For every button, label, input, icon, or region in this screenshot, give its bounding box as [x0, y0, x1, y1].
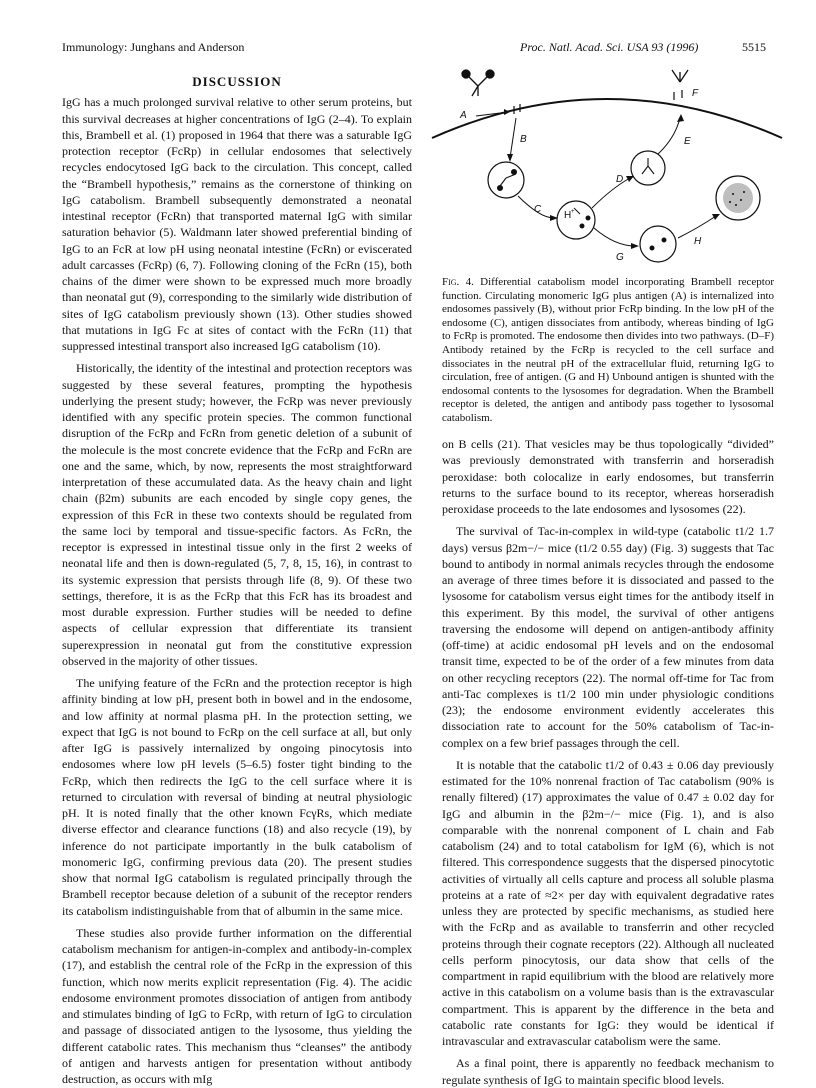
label-a: A [460, 110, 467, 121]
igg-antigen-complex [462, 70, 494, 96]
recycling-endosome [631, 151, 665, 185]
late-endosome [640, 226, 676, 262]
figure-4-diagram [430, 68, 784, 274]
left-column [62, 68, 412, 1087]
figure-caption-text: Differential catabolism model incorporating Brambell receptor function. Circulating monomeric IgG plus antigen (A) is internalized into endosomes passively (B), without prior FcRp binding. In the low pH of the endosome (C), antigen dissociates from antibody, whereas binding of IgG to FcRp is promoted. The endosome then divides into two pathways. (D–F) Antibody retained by the FcRp is recycled to the cell surface and dissociates in the neutral pH of the extracellular fluid, returning IgG to circulation, free of antigen. (G and H) Unbound antigen is shunted with the endosomal contents to the lysosomes for degradation. When the Brambell receptor is deleted, the antigen and antibody pass together to lysosomal catabolism. [442, 276, 774, 424]
label-c: C [534, 204, 542, 215]
paragraph: on B cells (21). That vesicles may be thus topologically “divided” was previously demonstrated with transferrin and horseradish peroxidase: both colocalize in early endosomes, but transferrin returns to the surface bound to its receptor, whereas horseradish peroxidase proceeds to the late endosomes and lysosomes (22). [442, 437, 774, 516]
right-column [442, 436, 774, 1088]
paragraph: IgG has a much prolonged survival relative to other serum proteins, but this survival decreases at higher concentrations of IgG (2–4). To explain this, Brambell et al. (1) proposed in 1964 that there was a saturable IgG protection receptor (FcRp) in cellular endosomes that selectively recycles endocytosed IgG back to the circulation. This concept, called the “Brambell hypothesis,” remains as the cornerstone of thinking on IgG catabolism. Brambell subsequently demonstrated a neonatal intestinal receptor (FcRn) that transported maternal IgG with similar saturation behavior (5). Waldmann later showed preferential binding of IgG to an FcR at low pH using neonatal intestine (FcRn) or eviscerated adult carcasses (FcRp) (6, 7). Following cloning of the FcRn (15), both chains of the dimer were shown to be expressed much more broadly than neonatal gut (9), corresponding to the similarly wide distribution of sites of IgG catabolism previously shown (13). Other studies showed that mutations in IgG Fc at sites of contact with the FcRn (11) that suppressed intestinal transport also increased IgG catabolism (10). [62, 95, 412, 353]
label-g: G [616, 252, 624, 263]
figure-caption [442, 276, 774, 426]
running-head-authors: Immunology: Junghans and Anderson [62, 40, 245, 54]
paragraph: It is notable that the catabolic t1/2 of 0.43 ± 0.06 day previously estimated for the 10% nonrenal fraction of Tac catabolism (90% is renally filtered) (17) approximates the value of 0.47 ± 0.02 day for IgG and albumin in the β2m−/− mice (Fig. 1), and is also comparable with the nonrenal component of L chain and Fab catabolism (24) and to total catabolism for IgM (6), which is not filtered. This correspondence suggests that the dispersed pinocytotic activities of virtually all cells capture and process all soluble plasma proteins at a rate of ≈2× per day with equivalent degradative rates unless they are protected by specific mechanisms, as studied here with the FcRp and as available to transferrin and other recycled proteins through their cognate receptors (22). Although all nucleated cells perform pinocytosis, our data show that cells of the compartment in rapid equilibrium with the blood are relatively more active in this catabolism on a volume basis than is the extravascular compartment. This is apparent by the difference in the beta and catabolic rate constants for IgG: they would be identical if intravascular and extravascular catabolism were the same. [442, 757, 774, 1048]
paragraph: The unifying feature of the FcRn and the protection receptor is high affinity binding at low pH, present both in bowel and in the endosome, and low affinity at normal plasma pH. In the protection setting, we expect that IgG is not bound to FcRp on the cell surface at all, but only after IgG is passively internalized by ongoing pinocytosis into endosomes where low pH levels (5–6.5) foster tight binding to the FcRp, which then redirects the IgG to the cell surface where it is returned to circulation with reversal of binding at neutral physiologic pH. It is noted finally that the other known FcγRs, which mediate diverse effector and clearance functions (18) and also recycle (19), by inference do not participate importantly in the bulk catabolism of monomeric IgG, confirming previous data (20). The present studies show that normal IgG catabolism is regulated principally through the Brambell receptor because deletion of a subunit of the receptor renders its catabolism indistinguishable from that of albumin in the same mice. [62, 676, 412, 918]
page-number: 5515 [742, 40, 766, 54]
section-title: DISCUSSION [192, 74, 282, 89]
paragraph: Historically, the identity of the intestinal and protection receptors was suggested by these several features, prompting the hypothesis underlying the present study; however, the FcRp was never previously identified with any specific protein species. The common functional disruption of the FcRp and FcRn from genetic deletion of a subunit of the molecule is the most concrete evidence that the FcRp and FcRn are one and the same, which, by now, represents the most straightforward interpretation of these accumulated data. As the heavy chain and light chain (β2m) subunits are each encoded by single copy genes, the expression of this FcR in these two contexts should be regulated from the same loci by temporal and tissue-specific factors. As FcRn, the receptor is expressed in intestinal tissue only in the first 2 weeks of neonatal life and then is down-regulated (5, 7, 8, 15, 16), in contrast to its systemic expression that persists through life (8, 9). Of these two settings, therefore, it is as the FcRp that this FcR has its broadest and most durable expression. Further studies will be needed to define aspects of cellular expression that differentiate its transient superexpression in neonatal gut from the constitutive expression observed in the majority of other tissues. [62, 361, 412, 668]
label-e: E [684, 136, 691, 147]
label-b: B [520, 134, 527, 145]
svg-text:H: H [564, 210, 572, 221]
paragraph: These studies also provide further information on the differential catabolism mechanism for antigen-in-complex and antibody-in-complex (17), and establish the central role of the FcRp in the expression of this function, which now merits explicit representation (Fig. 4). The acidic endosome environment promotes dissociation of antigen from antibody and stimulates binding of IgG to FcRp, with return of IgG to circulation and passage of dissociated antigen to the lysosome, thus yielding the different catabolic rates. This mechanism thus “cleanses” the antibody of antigen and harvests antigen for presentation without antibody destruction, as occurs with mIg [62, 925, 412, 1086]
label-d: D [616, 174, 624, 185]
paragraph: The survival of Tac-in-complex in wild-type (catabolic t1/2 1.7 days) versus β2m−/− mice (t1/2 0.55 day) (Fig. 3) suggests that Tac bound to antibody in normal animals recycles through the endosome an average of three times before it is dissociated and passed to the lysosome for catabolism versus eight times for the antibody itself in this experiment. By this model, the survival of other antigens traversing the endosome will depend on antigen-antibody affinity (off-time) at acidic endosomal pH levels and on the endosomal transit time, expected to be of the order of a few minutes from data on other recycling receptors (22). The normal off-time for Tac from anti-Tac complexes is t1/2 100 min under physiologic conditions (23); the endosome environment evidently accelerates this dissociation rate to account for the 50% catabolism of Tac-in-complex on a few brief passages through the cell. [442, 524, 774, 750]
running-head-journal: Proc. Natl. Acad. Sci. USA 93 (1996) [520, 40, 699, 54]
label-h: H [694, 236, 702, 247]
paragraph: As a final point, there is apparently no feedback mechanism to regulate synthesis of IgG to maintain specific blood levels. [442, 1056, 774, 1087]
svg-text:+: + [571, 209, 575, 215]
released-igg [672, 70, 688, 82]
endosome [488, 162, 524, 198]
label-f: F [692, 88, 699, 99]
cell-membrane [432, 99, 782, 138]
figure-caption-label: Fig. 4. [442, 276, 474, 288]
